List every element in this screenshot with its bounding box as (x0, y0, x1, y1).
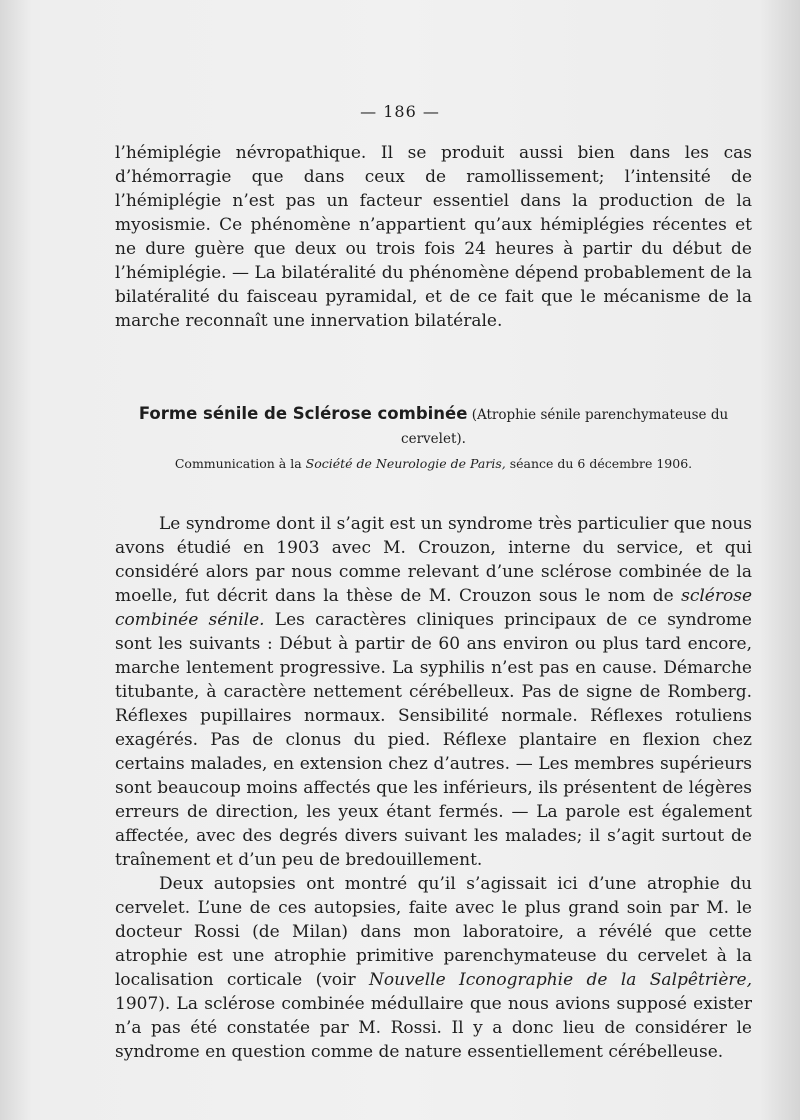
paragraph-syndrome (115, 512, 752, 872)
section-heading (115, 402, 752, 451)
intro-paragraph-text: l’hémiplégie névropathique. Il se produit aussi bien dans les cas d’hémorragie que dans ceux de ramollissement; l’intensité de l’hémiplégie n’est pas un facteur essentiel dans la production de la myosismie. Ce phénomène n’appartient qu’aux hémiplégies récentes et ne dure guère que deux ou trois fois 24 heures à partir du début de l’hémiplégie. — La bilatéralité du phénomène dépend probablement de la bilatéralité du faisceau pyramidal, et de ce fait que le mécanisme de la marche reconnaît une innervation bilatérale. (115, 143, 752, 331)
communication-date: séance du 6 décembre 1906. (509, 456, 693, 471)
paragraph-autopsies-text-a: Deux autopsies ont montré qu’il s’agissait ici d’une atrophie du cervelet. L’une de ces autopsies, faite avec le plus grand soin par M. le docteur Rossi (de Milan) dans mon laboratoire, a révélé que cette atrophie est une atrophie primitive parenchymateuse du cervelet à la localisation corticale (voir (115, 874, 752, 990)
intro-paragraph (115, 141, 752, 333)
section-subtitle: (Atrophie sénile parenchymateuse du cervelet). (401, 407, 729, 447)
main-body (115, 512, 752, 1064)
paragraph-syndrome-text-a: Le syndrome dont il s’agit est un syndrome très particulier que nous avons étudié en 1903 avec M. Crouzon, interne du service, et qui considéré alors par nous comme relevant d’une sclérose combinée de la moelle, fut décrit dans la thèse de M. Crouzon sous le nom de (115, 514, 752, 606)
communication-prefix: Communication à la (174, 456, 302, 471)
paragraph-autopsies (115, 872, 752, 1064)
page-number: — 186 — (360, 102, 440, 121)
paragraph-autopsies-text-b: 1907). La sclérose combinée médullaire que nous avions supposé exister n’a pas été constatée par M. Rossi. Il y a donc lieu de considérer le syndrome en question comme de nature essentiellement cérébelleuse. (115, 994, 752, 1062)
communication-note (115, 454, 752, 474)
section-title: Forme sénile de Sclérose combinée (138, 404, 468, 423)
paragraph-syndrome-text-b: Les caractères cliniques principaux de ce syndrome sont les suivants : Début à partir de 60 ans environ ou plus tard encore, marche lentement progressive. La syphilis n’est pas en cause. Démarche titubante, à caractère nettement cérébelleux. Pas de signe de Romberg. Réflexes pupillaires normaux. Sensibilité normale. Réflexes rotuliens exagérés. Pas de clonus du pied. Réflexe plantaire en flexion chez certains malades, en extension chez d’autres. — Les membres supérieurs sont beaucoup moins affectés que les inférieurs, ils présentent de légères erreurs de direction, les yeux étant fermés. — La parole est également affectée, avec des degrés divers suivant les malades; il s’agit surtout de traînement et d’un peu de bredouillement. (115, 610, 752, 870)
paragraph-autopsies-italic: Nouvelle Iconographie de la Salpêtrière, (368, 970, 752, 990)
paragraph-syndrome-italic: sclérose combinée sénile. (115, 586, 752, 630)
society-name: Société de Neurologie de Paris, (305, 456, 506, 471)
